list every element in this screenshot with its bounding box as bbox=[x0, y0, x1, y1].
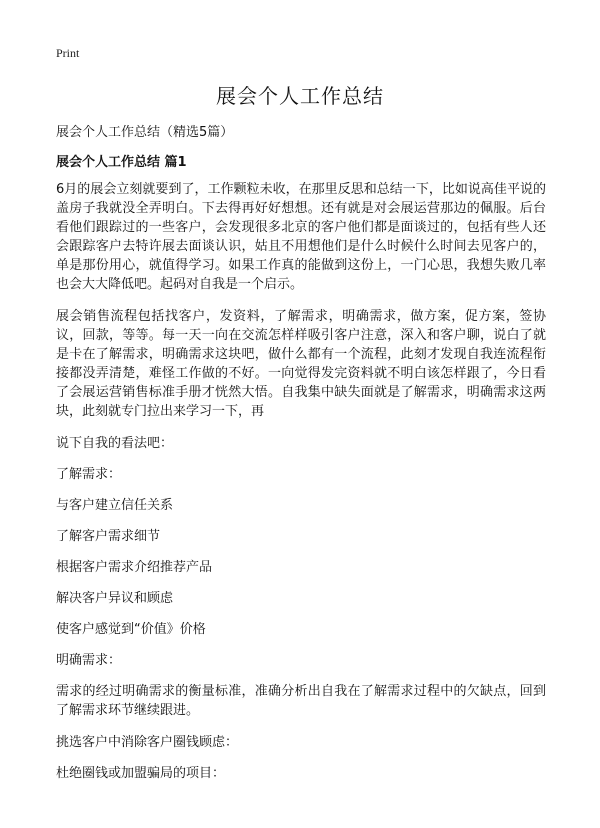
paragraph-2: 展会销售流程包括找客户，发资料，了解需求，明确需求，做方案，促方案，签协议，回款，等等。每一天一向在交流怎样样吸引客户注意，深入和客户聊，说白了就是卡在了解需求，明确需求这块吧，做什么都有一个流程，此刻才发现自我连流程衔接都没弄清楚，难怪工作做的不好。一向觉得发完资料就不明白该怎样跟了，今日看了会展运营销售标准手册才恍然大悟。自我集中缺失面就是了解需求，明确需求这两块，此刻就专门拉出来学习一下，再 bbox=[56, 309, 546, 419]
paragraph-4: 了解需求： bbox=[56, 467, 122, 482]
document-body bbox=[56, 180, 546, 795]
paragraph-13: 杜绝圈钱或加盟骗局的项目： bbox=[56, 766, 226, 781]
paragraph-7: 根据客户需求介绍推荐产品 bbox=[56, 560, 213, 575]
paragraph-9: 使客户感觉到“价值》价格 bbox=[56, 622, 206, 637]
paragraph-12: 挑选客户中消除客户圈钱顾虑： bbox=[56, 735, 239, 750]
section-heading: 展会个人工作总结 篇1 bbox=[56, 155, 187, 170]
paragraph-8: 解决客户异议和顾虑 bbox=[56, 591, 174, 606]
document-title: 展会个人工作总结 bbox=[216, 84, 384, 108]
document-subtitle: 展会个人工作总结（精选5篇） bbox=[56, 125, 234, 140]
paragraph-5: 与客户建立信任关系 bbox=[56, 498, 174, 513]
paragraph-3: 说下自我的看法吧： bbox=[56, 436, 174, 451]
paragraph-6: 了解客户需求细节 bbox=[56, 529, 161, 544]
paragraph-10: 明确需求： bbox=[56, 653, 122, 668]
print-label: Print bbox=[56, 46, 80, 60]
paragraph-11: 需求的经过明确需求的衡量标准，准确分析出自我在了解需求过程中的欠缺点，回到了解需求环节继续跟进。 bbox=[56, 684, 546, 718]
paragraph-1: 6月的展会立刻就要到了，工作颗粒未收，在那里反思和总结一下，比如说高佳平说的盖房子我就没全弄明白。下去得再好好想想。还有就是对会展运营那边的佩服。后台看他们跟踪过的一些客户，会发现很多北京的客户他们都是面谈过的，包括有些人还会跟踪客户去特许展去面谈认识，姑且不用想他们是什么时候什么时间去见客户的，单是那份用心，就值得学习。如果工作真的能做到这份上，一门心思，我想失败几率也会大大降低吧。起码对自我是一个启示。 bbox=[56, 182, 546, 292]
